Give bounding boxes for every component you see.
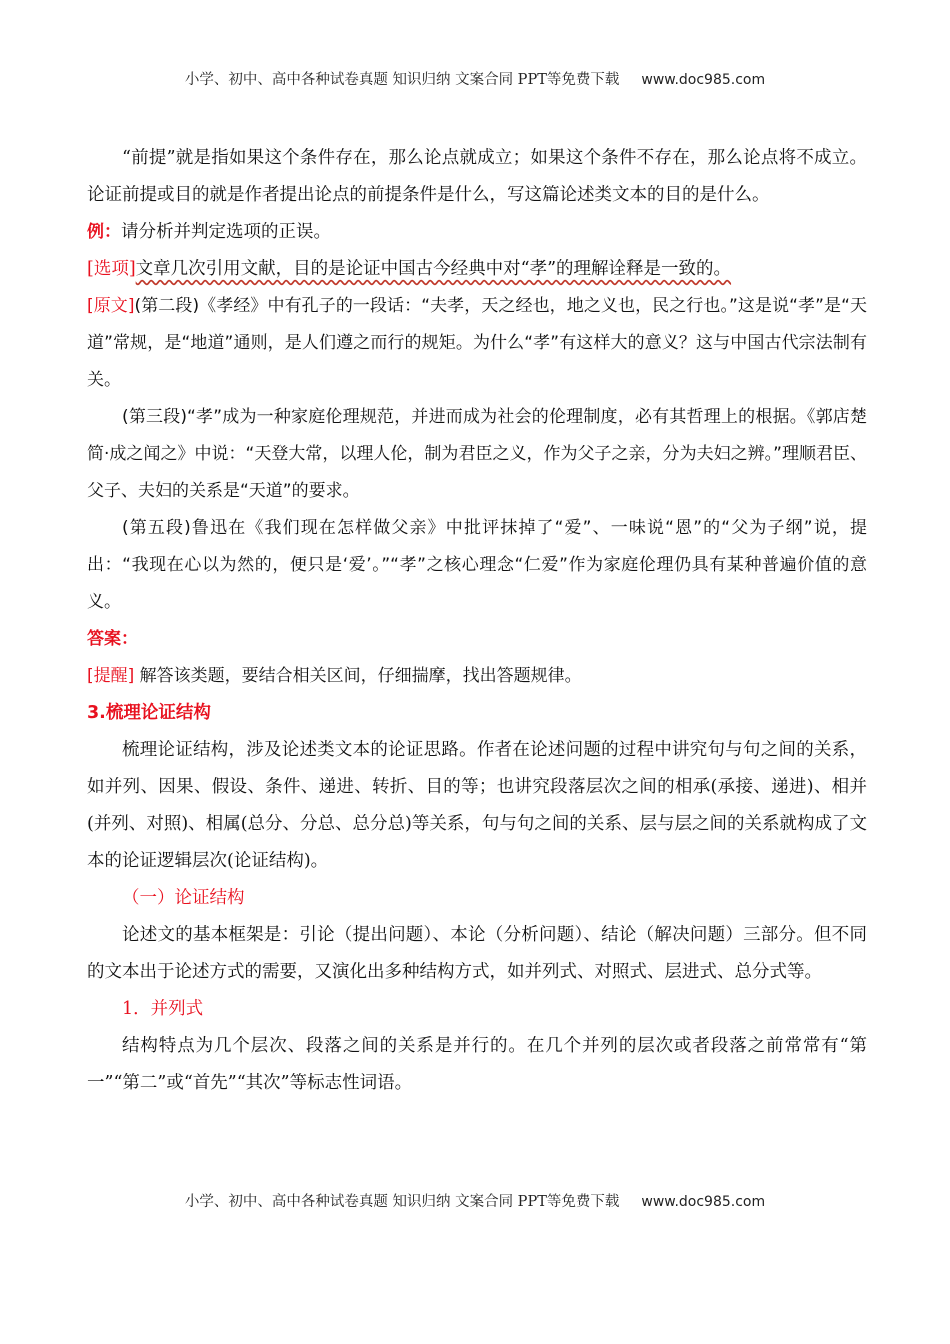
- framework-paragraph: 论述文的基本框架是：引论（提出问题）、本论（分析问题）、结论（解决问题）三部分。但不同的文本出于论述方式的需要，又演化出多种结构方式，如并列式、对照式、层进式、总分式等。: [87, 925, 867, 982]
- option-line: [87, 251, 867, 288]
- header-site-link[interactable]: www.doc985.com: [641, 72, 766, 88]
- page-header: [0, 68, 950, 89]
- parallel-title: 1．并列式: [122, 999, 204, 1019]
- page-footer: [0, 1190, 950, 1211]
- footer-text: 小学、初中、高中各种试卷真题 知识归纳 文案合同 PPT等免费下载: [184, 1194, 620, 1210]
- section-title: 3.梳理论证结构: [87, 703, 211, 723]
- fifth-paragraph: (第五段)鲁迅在《我们现在怎样做父亲》中批评抹掉了“爱”、一味说“恩”的“父为子纲”说，提出：“我现在心以为然的，便只是‘爱’。”“孝”之核心理念“仁爱”作为家庭伦理仍具有某种普遍价值的意义。: [87, 518, 867, 612]
- original-paragraph: [87, 288, 867, 399]
- tip-label: [提醒]: [87, 666, 135, 686]
- document-body: [87, 140, 867, 1102]
- structure-paragraph: 梳理论证结构，涉及论述类文本的论证思路。作者在论述问题的过程中讲究句与句之间的关系，如并列、因果、假设、条件、递进、转折、目的等；也讲究段落层次之间的相承(承接、递进)、相并(并列、对照)、相属(总分、分总、总分总)等关系，句与句之间的关系、层与层之间的关系就构成了文本的论证逻辑层次(论证结构)。: [87, 740, 867, 871]
- original-label: [原文]: [87, 296, 135, 316]
- answer-label: 答案：: [87, 629, 138, 649]
- example-label: 例：: [87, 222, 121, 242]
- subsection-title: （一）论证结构: [122, 888, 245, 908]
- third-paragraph: (第三段)“孝”成为一种家庭伦理规范，并进而成为社会的伦理制度，必有其哲理上的根据。《郭店楚简·成之闻之》中说：“天登大常，以理人伦，制为君臣之义，作为父子之亲，分为夫妇之辨。”理顺君臣、父子、夫妇的关系是“天道”的要求。: [87, 407, 867, 501]
- answer-line: [87, 621, 867, 658]
- footer-site-link[interactable]: www.doc985.com: [641, 1194, 766, 1210]
- tip-line: [87, 658, 867, 695]
- parallel-paragraph: 结构特点为几个层次、段落之间的关系是并行的。在几个并列的层次或者段落之前常常有“第一”“第二”或“首先”“其次”等标志性词语。: [87, 1036, 867, 1093]
- premise-paragraph: “前提”就是指如果这个条件存在，那么论点就成立；如果这个条件不存在，那么论点将不成立。论证前提或目的就是作者提出论点的前提条件是什么，写这篇论述类文本的目的是什么。: [87, 148, 867, 205]
- example-text: 请分析并判定选项的正误。: [121, 222, 331, 242]
- option-text: 文章几次引用文献，目的是论证中国古今经典中对“孝”的理解诠释是一致的。: [135, 259, 732, 279]
- tip-text: 解答该类题，要结合相关区间，仔细揣摩，找出答题规律。: [139, 666, 582, 686]
- header-text: 小学、初中、高中各种试卷真题 知识归纳 文案合同 PPT等免费下载: [184, 72, 620, 88]
- original-text: (第二段)《孝经》中有孔子的一段话：“夫孝，天之经也，地之义也，民之行也。”这是说“孝”是“天道”常规，是“地道”通则，是人们遵之而行的规矩。为什么“孝”有这样大的意义？这与中国古代宗法制有关。: [87, 296, 867, 390]
- example-line: [87, 214, 867, 251]
- option-label: [选项]: [87, 259, 136, 279]
